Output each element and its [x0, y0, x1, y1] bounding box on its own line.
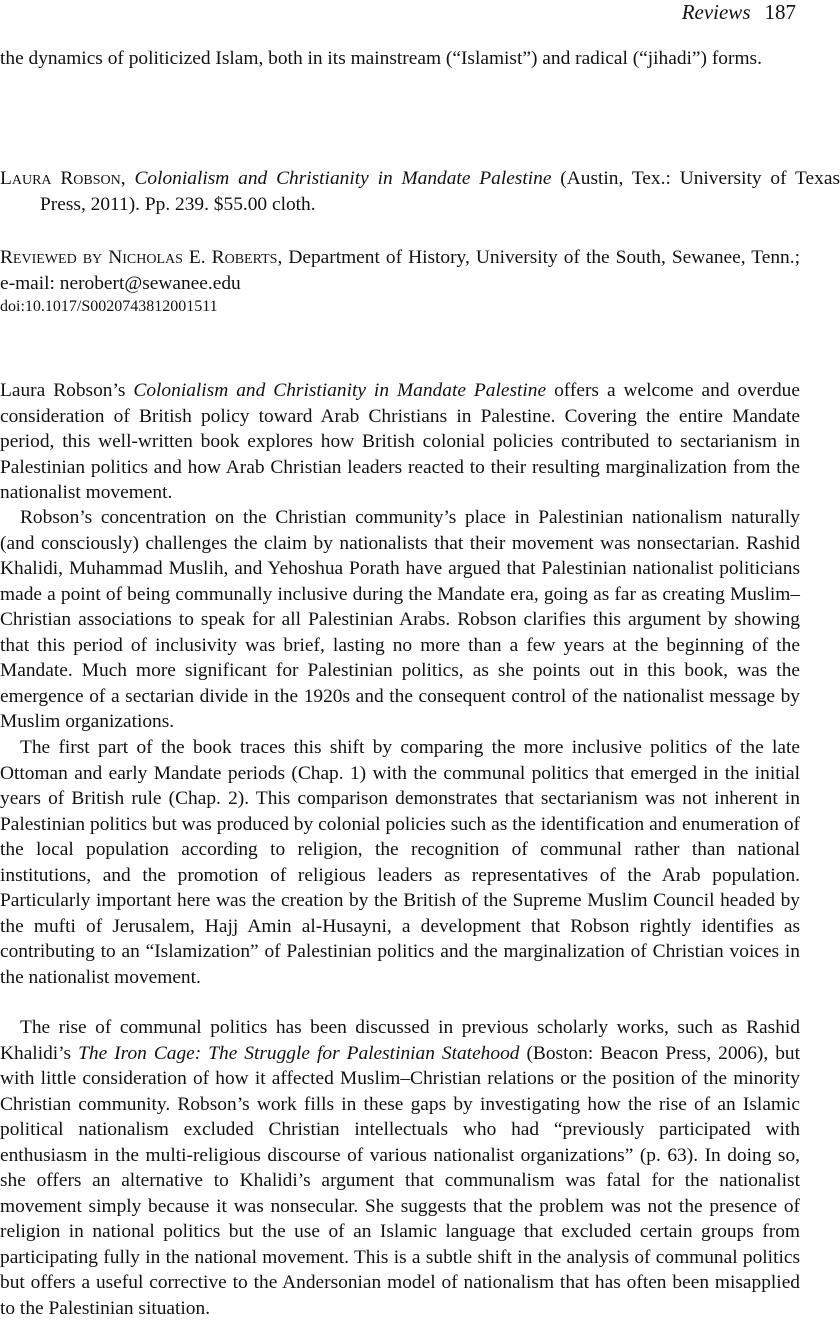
p1-book-title: Colonialism and Christianity in Mandate Palestine [133, 380, 547, 401]
book-title: Colonialism and Christianity in Mandate Palestine [134, 168, 552, 189]
publication-details: (Austin, Tex.: University of Texas Press, 2011). Pp. 239. $55.00 cloth. [40, 168, 840, 215]
p4-lead: The rise of communal politics has been discussed in previous scholarly works, such as Rashid Khalidi’s [0, 1017, 800, 1064]
reviewed-by-label: Reviewed by [0, 247, 103, 268]
reviewer-name: Nicholas E. Roberts [108, 247, 278, 268]
doi: doi:10.1017/S0020743812001511 [0, 298, 218, 315]
p1-lead: Laura Robson’s [0, 380, 126, 401]
running-head-section: Reviews [681, 0, 751, 24]
body-paragraph-1 [0, 378, 800, 506]
running-head [682, 0, 796, 24]
body-paragraph-4 [0, 1015, 800, 1321]
reviewer-line: Reviewed by Nicholas E. Roberts, Department of History, University of the South, Sewanee, Tenn.; e-mail: nerobert@sewanee.edu [0, 247, 800, 294]
body-paragraph-3: The first part of the book traces this shift by comparing the more inclusive politics of the late Ottoman and early Mandate periods (Chap. 1) with the communal politics that emerged in the initial years of British rule (Chap. 2). This comparison demonstrates that sectarianism was not inherent in Palestinian politics but was produced by colonial policies such as the identification and enumeration of the local population according to religion, the recognition of communal rather than national institutions, and the promotion of religious leaders as representatives of the Arab population. Particularly important here was the creation by the British of the Supreme Muslim Council headed by the mufti of Jerusalem, Hajj Amin al-Husayni, a development that Robson rightly identifies as contributing to an “Islamization” of Palestinian politics and the marginalization of Christian voices in the nationalist movement. [0, 737, 800, 988]
book-citation: Laura Robson, Colonialism and Christianity in Mandate Palestine (Austin, Tex.: University of Texas Press, 2011). Pp. 239. $55.00 cloth. [0, 168, 840, 215]
p4-book-title: The Iron Cage: The Struggle for Palestinian Statehood [78, 1042, 520, 1064]
body-paragraph-2: Robson’s concentration on the Christian community’s place in Palestinian nationalism naturally (and consciously) challenges the claim by nationalists that their movement was nonsectarian. Rashid Khalidi, Muhammad Muslih, and Yehoshua Porath have argued that Palestinian nationalist politicians made a point of being communally inclusive during the Mandate era, going as far as creating Muslim–Christian associations to speak for all Palestinian Arabs. Robson clarifies this argument by showing that this period of inclusivity was brief, lasting no more than a few years at the beginning of the Mandate. Much more significant for Palestinian politics, as she points out in this book, was the emergence of a sectarian divide in the 1920s and the consequent control of the nationalist message by Muslim organizations. [0, 507, 800, 732]
p1-rest: offers a welcome and overdue consideration of British policy toward Arab Christians in Palestine. Covering the entire Mandate period, this well-written book explores how British colonial policies contributed to sectarianism in Palestinian politics and how Arab Christian leaders reacted to their resulting marginalization from the nationalist movement. [0, 380, 800, 503]
carryover-paragraph: the dynamics of politicized Islam, both in its mainstream (“Islamist”) and radical (“jihadi”) forms. [0, 48, 762, 69]
p4-rest: (Boston: Beacon Press, 2006), but with little consideration of how it affected Muslim–Christian relations or the position of the minority Christian community. Robson’s work fills in these gaps by investigating how the rise of an Islamic political nationalism excluded Christian intellectuals who had “previously participated with enthusiasm in the multi-religious discourse of various nationalist organizations” (p. 63). In doing so, she offers an alternative to Khalidi’s argument that communalism was fatal for the nationalist movement simply because it was nonsecular. She suggests that the problem was not the presence of religion in national politics but the use of an Islamic language that excluded certain groups from participating fully in the national movement. This is a subtle shift in the analysis of communal politics but offers a useful corrective to the Andersonian model of nationalism that has often been misapplied to the Palestinian situation. [0, 1042, 801, 1319]
page-number: 187 [764, 0, 796, 24]
book-author: Laura Robson [0, 168, 121, 189]
reviewer-affiliation: Department of History, University of the South, Sewanee, Tenn.; e-mail: nerobert@sewanee.edu [0, 247, 800, 294]
